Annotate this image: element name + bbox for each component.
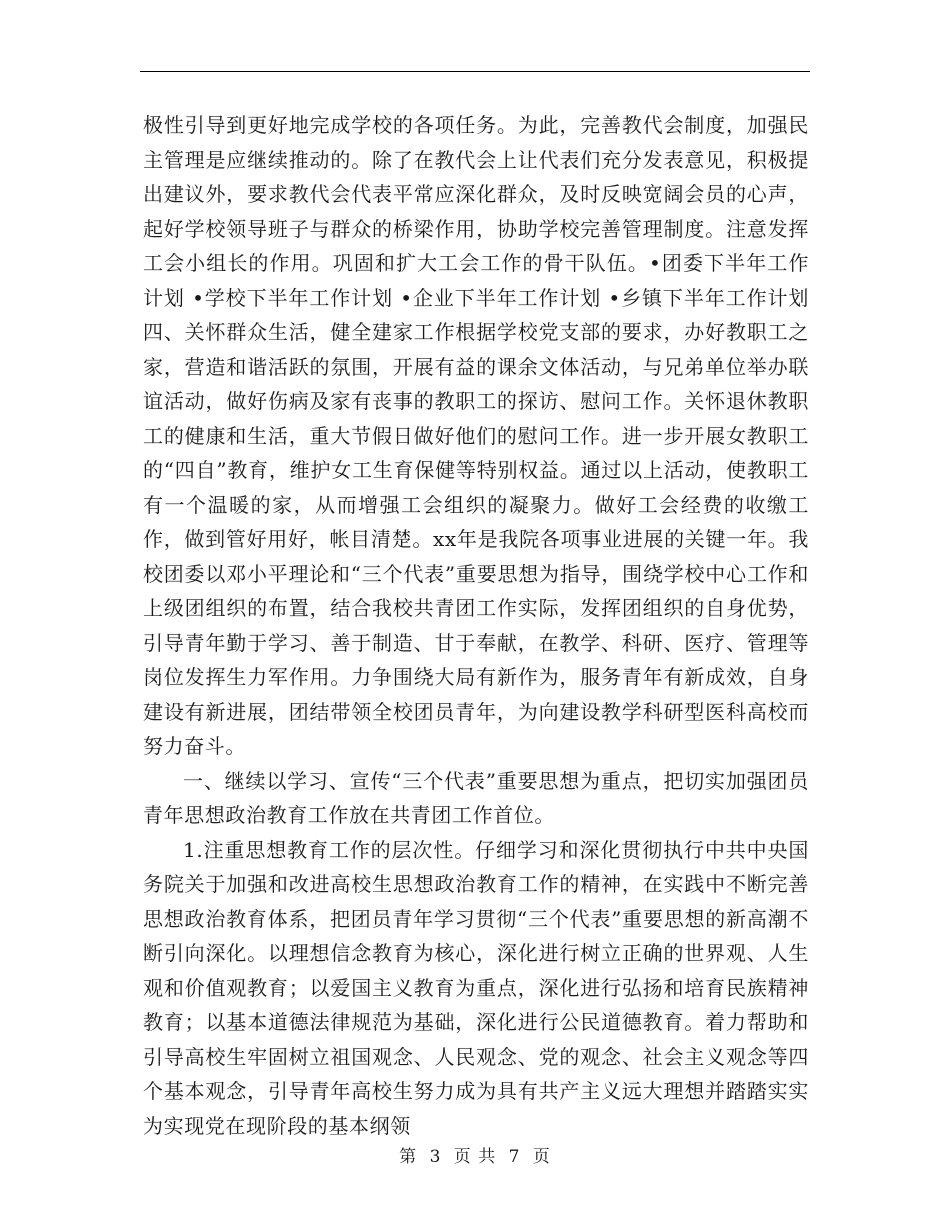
paragraph-1: 极性引导到更好地完成学校的各项任务。为此，完善教代会制度，加强民主管理是应继续推动的。除了在教代会上让代表们充分发表意见，积极提出建议外，要求教代会代表平常应深化群众，及时反映宽阔会员的心声，起好学校领导班子与群众的桥梁作用，协助学校完善管理制度。注意发挥工会小组长的作用。巩固和扩大工会工作的骨干队伍。•团委下半年工作计划 •学校下半年工作计划 •企业下半年工作计划 •乡镇下半年工作计划四、关怀群众生活，健全建家工作根据学校党支部的要求，办好教职工之家，营造和谐活跃的氛围，开展有益的课余文体活动，与兄弟单位举办联谊活动，做好伤病及家有丧事的教职工的探访、慰问工作。关怀退休教职工的健康和生活，重大节假日做好他们的慰问工作。进一步开展女教职工的“四自”教育，维护女工生育保健等特别权益。通过以上活动，使教职工有一个温暖的家，从而增强工会组织的凝聚力。做好工会经费的收缴工作，做到管好用好，帐目清楚。xx年是我院各项事业进展的关键一年。我校团委以邓小平理论和“三个代表”重要思想为指导，围绕学校中心工作和上级团组织的布置，结合我校共青团工作实际，发挥团组织的自身优势，引导青年勤于学习、善于制造、甘于奉献，在教学、科研、医疗、管理等岗位发挥生力军作用。力争围绕大局有新作为，服务青年有新成效，自身建设有新进展，团结带领全校团员青年，为向建设教学科研型医科高校而努力奋斗。	[143, 113, 809, 758]
page-footer	[0, 1142, 950, 1167]
paragraph-2: 一、继续以学习、宣传“三个代表”重要思想为重点，把切实加强团员青年思想政治教育工作放在共青团工作首位。	[143, 768, 809, 827]
total-page-number: 7	[508, 1147, 521, 1167]
paragraph-3: 1.注重思想教育工作的层次性。仔细学习和深化贯彻执行中共中央国务院关于加强和改进高校生思想政治教育工作的精神，在实践中不断完善思想政治教育体系，把团员青年学习贯彻“三个代表”重要思想的新高潮不断引向深化。以理想信念教育为核心，深化进行树立正确的世界观、人生观和价值观教育；以爱国主义教育为重点，深化进行弘扬和培育民族精神教育；以基本道德法律规范为基础，深化进行公民道德教育。着力帮助和引导高校生牢固树立祖国观念、人民观念、党的观念、社会主义观念等四个基本观念，引导青年高校生努力成为具有共产主义远大理想并踏踏实实为实现党在现阶段的基本纲领	[143, 837, 809, 1138]
current-page-number: 3	[429, 1147, 442, 1167]
footer-suffix: 页	[532, 1147, 551, 1167]
header-rule	[140, 71, 810, 72]
body-text	[143, 108, 809, 1143]
footer-prefix: 第	[399, 1147, 418, 1167]
footer-middle: 页 共	[453, 1147, 497, 1167]
